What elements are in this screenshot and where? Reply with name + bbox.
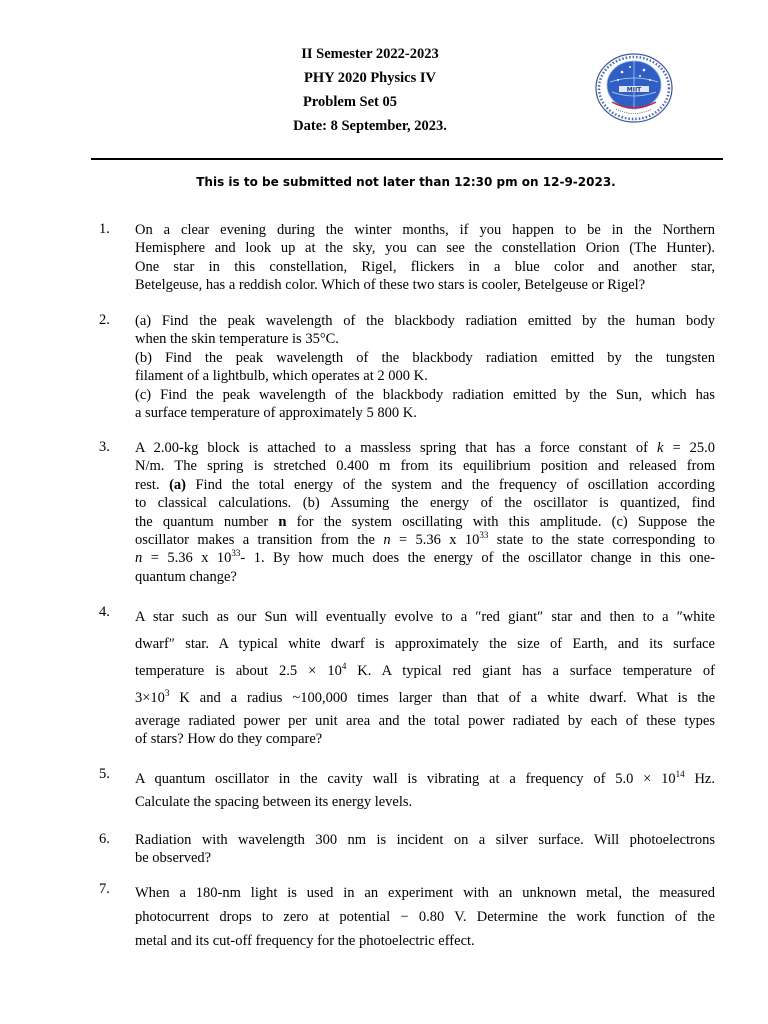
question-text-line: Calculate the spacing between its energy levels. — [135, 794, 413, 810]
question-text-line: average radiated power per unit area and the total power radiated by each of these types — [135, 713, 715, 729]
question-text-line: dwarf″ star. A typical white dwarf is approximately the size of Earth, and its surface — [135, 636, 715, 652]
question-7 — [99, 881, 715, 953]
question-6 — [99, 831, 715, 868]
question-text-line: to classical calculations. (b) Assuming the energy of the oscillator is quantized, find — [135, 495, 715, 512]
document-header — [230, 42, 510, 138]
question-text-line: One star in this constellation, Rigel, flickers in a blue color and another star, — [135, 258, 715, 275]
question-text-line: Radiation with wavelength 300 nm is incident on a silver surface. Will photoelectrons — [135, 832, 715, 848]
question-text-line: the quantum number n for the system oscillating with this amplitude. (c) Suppose the — [135, 513, 715, 530]
question-3 — [99, 439, 715, 586]
question-text-line: n = 5.36 x $10^{33}-$ 1. By how much does the energy of the oscillator change in this one- — [135, 548, 716, 567]
question-text-line: A quantum oscillator in the cavity wall is vibrating at a frequency of $5.0 \times 10^{14}$ Hz. — [135, 769, 715, 787]
question-number: 1. — [99, 221, 110, 237]
question-text-line: a surface temperature of approximately 5 800 K. — [135, 405, 417, 422]
question-number: 7. — [99, 881, 110, 897]
question-text-line: When a 180-nm light is used in an experiment with an unknown metal, the measured — [135, 885, 715, 901]
question-number: 5. — [99, 766, 110, 782]
question-text-line: N/m. The spring is stretched 0.400 m from its equilibrium position and released from — [135, 458, 715, 475]
question-5 — [99, 766, 715, 811]
problem-set-title: Problem Set 05 — [303, 94, 397, 110]
question-text-line: A 2.00-kg block is attached to a massless spring that has a force constant of k = 25.0 — [135, 440, 715, 456]
question-number: 2. — [99, 312, 110, 328]
question-text-line: temperature is about $2.5 \times 10^4$ K. A typical red giant has a surface temperature of — [135, 661, 715, 679]
question-2 — [99, 312, 715, 422]
question-number: 3. — [99, 439, 110, 455]
question-text-line: On a clear evening during the winter months, if you happen to be in the Northern — [135, 222, 715, 238]
course-title: PHY 2020 Physics IV — [304, 70, 436, 86]
question-number: 6. — [99, 831, 110, 847]
semester: II Semester 2022-2023 — [301, 46, 439, 62]
question-text-line: filament of a lightbulb, which operates at 2 000 K. — [135, 368, 428, 385]
question-text-line: rest. (a) Find the total energy of the system and the frequency of oscillation according — [135, 476, 716, 493]
question-4 — [99, 604, 715, 749]
question-text-line: of stars? How do they compare? — [135, 731, 323, 748]
question-text-line: photocurrent drops to zero at potential − 0.80 V. Determine the work function of the — [135, 909, 715, 925]
question-text-line: $3\times 10^3$ K and a radius ~100,000 times larger than that of a white dwarf. What is the — [135, 688, 715, 706]
question-text-line: when the skin temperature is 35°C. — [135, 331, 339, 348]
question-text-line: metal and its cut-off frequency for the photoelectric effect. — [135, 933, 475, 949]
question-text-line: Hemisphere and look up at the sky, you can see the constellation Orion (The Hunter). — [135, 240, 715, 257]
question-text-line: Betelgeuse, has a reddish color. Which of these two stars is cooler, Betelgeuse or Rigel? — [135, 277, 646, 294]
logo-text: MIIT — [626, 86, 642, 94]
question-1 — [99, 221, 715, 295]
issue-date: Date: 8 September, 2023. — [293, 118, 447, 134]
submission-notice: This is to be submitted not later than 12:30 pm on 12-9-2023. — [196, 175, 616, 189]
university-logo — [594, 52, 674, 124]
question-text-line: (b) Find the peak wavelength of the blackbody radiation emitted by the tungsten — [135, 349, 715, 366]
header-divider — [91, 158, 723, 160]
question-text-line: (c) Find the peak wavelength of the blackbody radiation emitted by the Sun, which has — [135, 386, 715, 403]
question-text-line: (a) Find the peak wavelength of the blackbody radiation emitted by the human body — [135, 313, 715, 329]
question-text-line: A star such as our Sun will eventually evolve to a ″red giant″ star and then to a ″white — [135, 609, 715, 625]
question-text-line: oscillator makes a transition from the n = 5.36 x $10^{33}$ state to the state corresponding to — [135, 530, 715, 549]
question-text-line: quantum change? — [135, 568, 237, 585]
question-number: 4. — [99, 604, 110, 620]
question-text-line: be observed? — [135, 850, 212, 867]
